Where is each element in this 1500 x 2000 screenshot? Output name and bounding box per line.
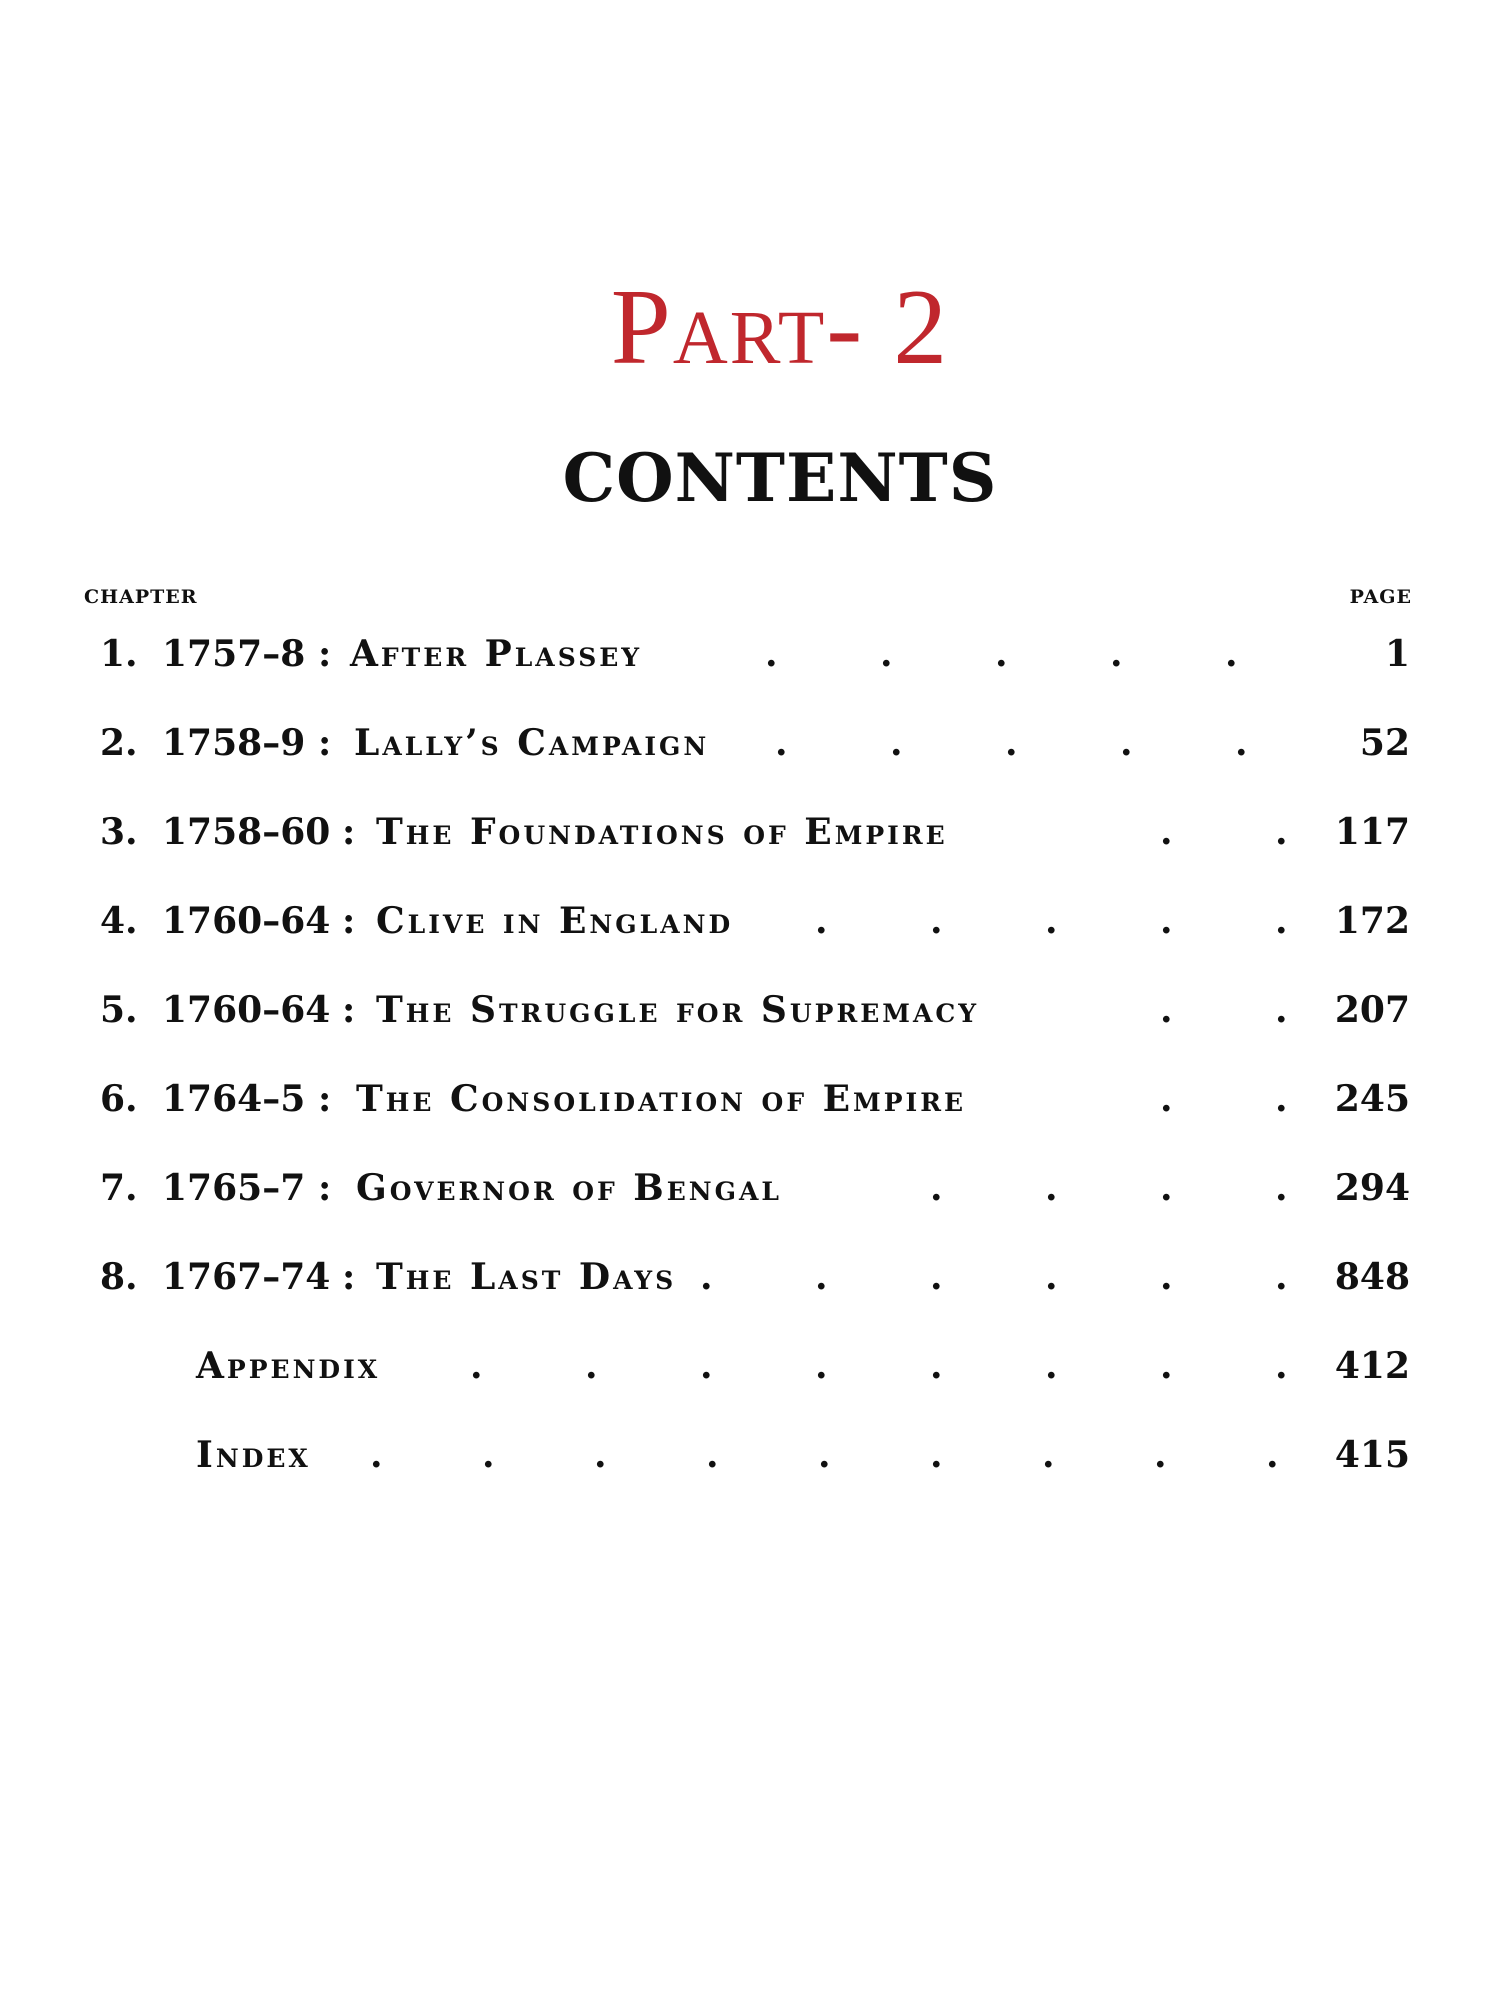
chapter-years: 1760–64 bbox=[162, 989, 331, 1031]
chapter-colon: : bbox=[318, 1167, 332, 1209]
chapter-years: 1758–60 bbox=[162, 811, 331, 853]
chapter-title: The Consolidation of Empire bbox=[356, 1078, 967, 1120]
chapter-title: The Struggle for Supremacy bbox=[376, 989, 980, 1031]
chapter-title: After Plassey bbox=[350, 633, 643, 675]
toc-row[interactable] bbox=[100, 1253, 1410, 1342]
chapter-title: Clive in England bbox=[376, 900, 734, 942]
toc-row[interactable] bbox=[100, 1342, 1410, 1431]
leader-dot: . bbox=[995, 633, 1008, 675]
chapter-colon: : bbox=[342, 900, 356, 942]
chapter-number: 5. bbox=[100, 989, 138, 1031]
leader-dot: . bbox=[370, 1434, 383, 1476]
leader-dot: . bbox=[1275, 811, 1288, 853]
leader-dot: . bbox=[930, 1345, 943, 1387]
chapter-page: 207 bbox=[1334, 989, 1410, 1031]
chapter-number: 6. bbox=[100, 1078, 138, 1120]
leader-dot: . bbox=[1045, 1167, 1058, 1209]
chapter-column-label: CHAPTER bbox=[84, 586, 198, 608]
chapter-number: 1. bbox=[100, 633, 138, 675]
chapter-colon: : bbox=[318, 1078, 332, 1120]
toc-row[interactable] bbox=[100, 630, 1410, 719]
chapter-years: 1767–74 bbox=[162, 1256, 331, 1298]
leader-dot: . bbox=[1045, 1345, 1058, 1387]
leader-dot: . bbox=[1160, 900, 1173, 942]
chapter-colon: : bbox=[318, 722, 332, 764]
chapter-page: 172 bbox=[1334, 900, 1410, 942]
leader-dot: . bbox=[1235, 722, 1248, 764]
chapter-page: 245 bbox=[1334, 1078, 1410, 1120]
toc-row[interactable] bbox=[100, 897, 1410, 986]
leader-dot: . bbox=[1160, 1256, 1173, 1298]
chapter-page: 1 bbox=[1384, 633, 1410, 675]
leader-dot: . bbox=[1160, 1078, 1173, 1120]
leader-dot: . bbox=[1110, 633, 1123, 675]
leader-dot: . bbox=[1005, 722, 1018, 764]
leader-dot: . bbox=[1042, 1434, 1055, 1476]
leader-dot: . bbox=[470, 1345, 483, 1387]
chapter-title: Index bbox=[196, 1434, 311, 1476]
chapter-years: 1765–7 bbox=[162, 1167, 306, 1209]
chapter-page: 117 bbox=[1334, 811, 1410, 853]
toc-row[interactable] bbox=[100, 1431, 1410, 1520]
chapter-years: 1758–9 bbox=[162, 722, 306, 764]
leader-dot: . bbox=[1160, 989, 1173, 1031]
leader-dot: . bbox=[815, 1256, 828, 1298]
leader-dot: . bbox=[594, 1434, 607, 1476]
chapter-page: 52 bbox=[1359, 722, 1410, 764]
toc-row[interactable] bbox=[100, 1075, 1410, 1164]
leader-dot: . bbox=[930, 1256, 943, 1298]
chapter-colon: : bbox=[342, 811, 356, 853]
leader-dot: . bbox=[1160, 811, 1173, 853]
leader-dot: . bbox=[585, 1345, 598, 1387]
chapter-number: 4. bbox=[100, 900, 138, 942]
chapter-years: 1760–64 bbox=[162, 900, 331, 942]
leader-dot: . bbox=[1160, 1167, 1173, 1209]
chapter-title: The Foundations of Empire bbox=[376, 811, 948, 853]
chapter-page: 294 bbox=[1334, 1167, 1410, 1209]
leader-dot: . bbox=[930, 900, 943, 942]
leader-dot: . bbox=[700, 1256, 713, 1298]
leader-dot: . bbox=[765, 633, 778, 675]
chapter-page: 848 bbox=[1334, 1256, 1410, 1298]
leader-dot: . bbox=[1154, 1434, 1167, 1476]
chapter-number: 3. bbox=[100, 811, 138, 853]
leader-dot: . bbox=[1275, 1167, 1288, 1209]
table-of-contents bbox=[100, 630, 1410, 1520]
leader-dot: . bbox=[1275, 1345, 1288, 1387]
leader-dot: . bbox=[1275, 1078, 1288, 1120]
leader-dot: . bbox=[1266, 1434, 1279, 1476]
toc-row[interactable] bbox=[100, 1164, 1410, 1253]
chapter-number: 2. bbox=[100, 722, 138, 764]
chapter-colon: : bbox=[342, 989, 356, 1031]
chapter-number: 7. bbox=[100, 1167, 138, 1209]
leader-dot: . bbox=[1160, 1345, 1173, 1387]
leader-dot: . bbox=[775, 722, 788, 764]
chapter-years: 1757–8 bbox=[162, 633, 306, 675]
chapter-number: 8. bbox=[100, 1256, 138, 1298]
contents-heading: CONTENTS bbox=[562, 439, 998, 517]
chapter-years: 1764–5 bbox=[162, 1078, 306, 1120]
chapter-colon: : bbox=[342, 1256, 356, 1298]
leader-dot: . bbox=[890, 722, 903, 764]
chapter-title: The Last Days bbox=[376, 1256, 677, 1298]
leader-dot: . bbox=[482, 1434, 495, 1476]
chapter-page: 412 bbox=[1334, 1345, 1410, 1387]
chapter-colon: : bbox=[318, 633, 332, 675]
leader-dot: . bbox=[1275, 1256, 1288, 1298]
leader-dot: . bbox=[930, 1434, 943, 1476]
leader-dot: . bbox=[1120, 722, 1133, 764]
leader-dot: . bbox=[880, 633, 893, 675]
toc-row[interactable] bbox=[100, 808, 1410, 897]
page-column-label: PAGE bbox=[1349, 586, 1412, 608]
leader-dot: . bbox=[706, 1434, 719, 1476]
chapter-page: 415 bbox=[1334, 1434, 1410, 1476]
leader-dot: . bbox=[1275, 989, 1288, 1031]
leader-dot: . bbox=[1225, 633, 1238, 675]
leader-dot: . bbox=[1275, 900, 1288, 942]
chapter-title: Governor of Bengal bbox=[356, 1167, 782, 1209]
leader-dot: . bbox=[1045, 900, 1058, 942]
leader-dot: . bbox=[930, 1167, 943, 1209]
leader-dot: . bbox=[815, 900, 828, 942]
chapter-title: Lally’s Campaign bbox=[354, 722, 710, 764]
chapter-title: Appendix bbox=[196, 1345, 381, 1387]
leader-dot: . bbox=[700, 1345, 713, 1387]
toc-row[interactable] bbox=[100, 719, 1410, 808]
toc-row[interactable] bbox=[100, 986, 1410, 1075]
leader-dot: . bbox=[1045, 1256, 1058, 1298]
leader-dot: . bbox=[815, 1345, 828, 1387]
part-title: Part- 2 bbox=[610, 268, 950, 387]
leader-dot: . bbox=[818, 1434, 831, 1476]
